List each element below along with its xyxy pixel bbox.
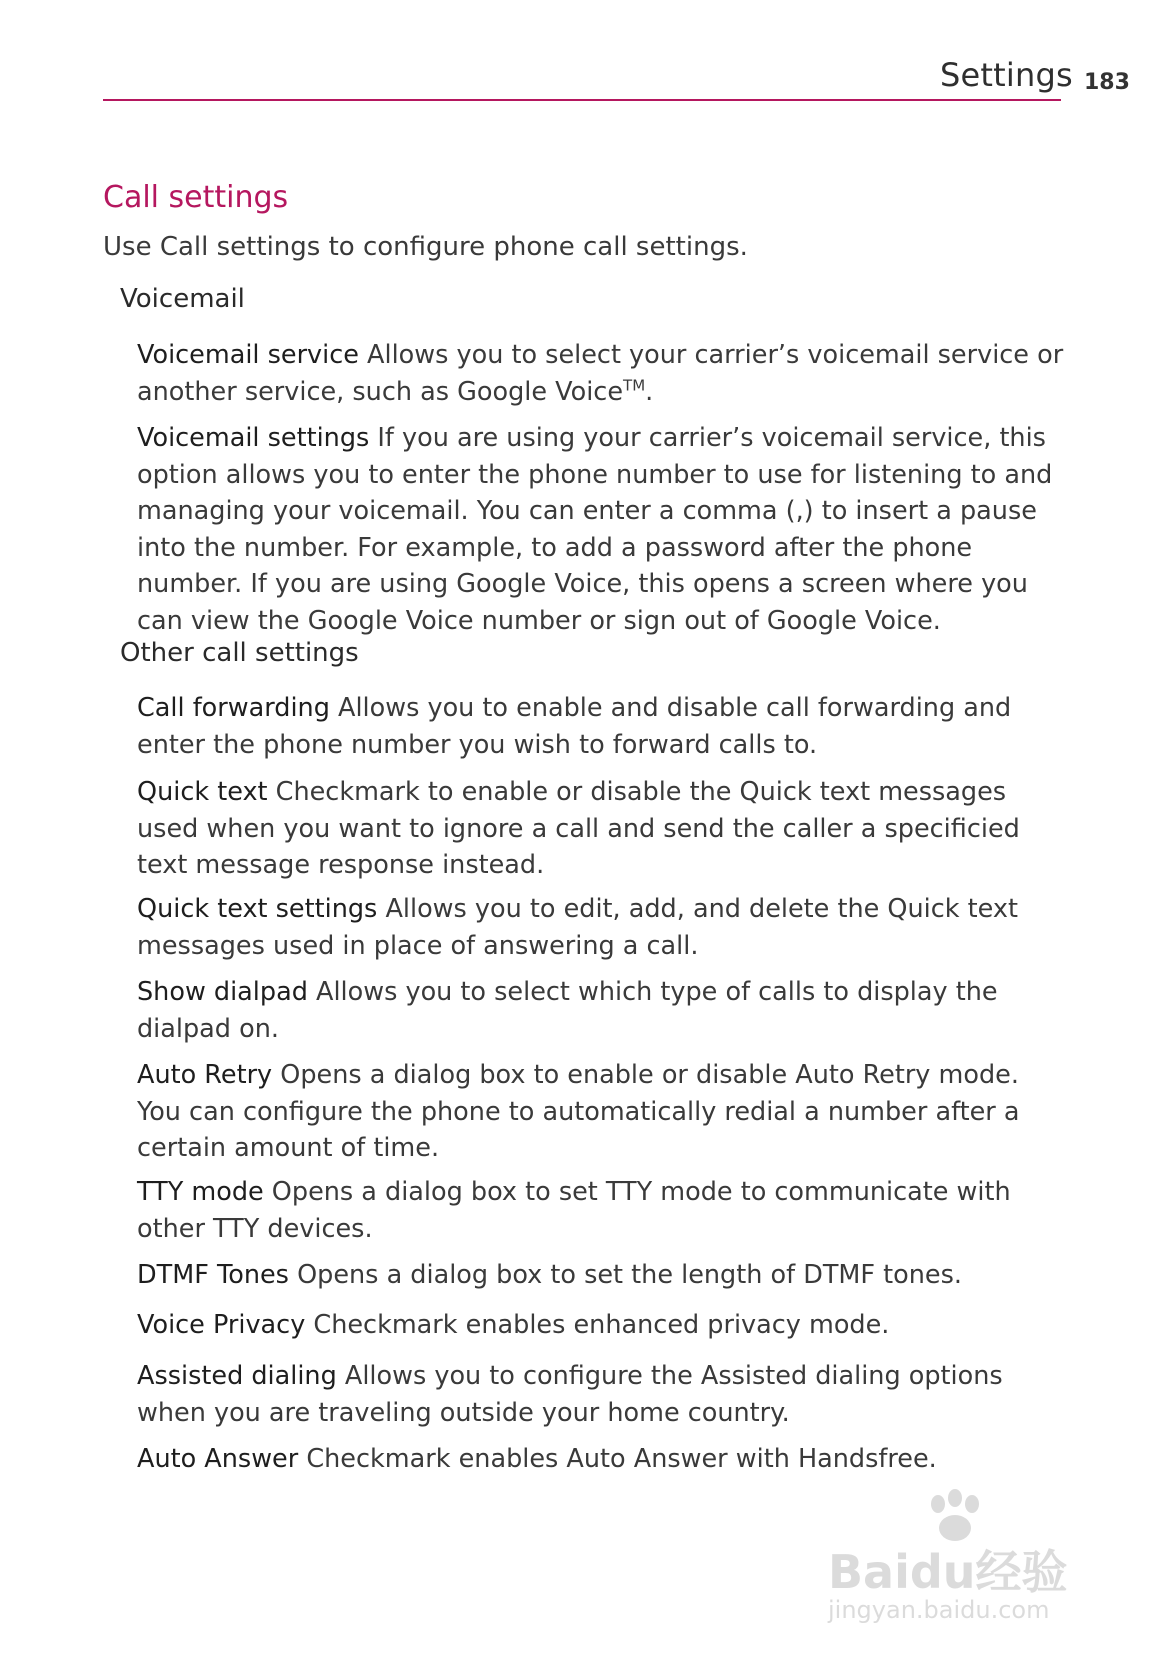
entry-text: Allows you to edit, add, and delete the Quick text messages used in place of answering a call. <box>137 894 1018 961</box>
entry-text: Checkmark enables enhanced privacy mode. <box>305 1310 890 1340</box>
entry-term: DTMF Tones <box>137 1260 289 1290</box>
entry-tty-mode <box>137 1174 1067 1247</box>
entry-quick-text-settings <box>137 891 1067 964</box>
entry-text: Opens a dialog box to set TTY mode to communicate with other TTY devices. <box>137 1177 1011 1244</box>
entry-term: Quick text settings <box>137 894 378 924</box>
entry-text: Opens a dialog box to enable or disable Auto Retry mode. You can configure the phone to automatically redial a number after a certain amount of time. <box>137 1060 1020 1163</box>
section-title: Call settings <box>103 180 289 215</box>
entry-text: Allows you to configure the Assisted dialing options when you are traveling outside your home country. <box>137 1361 1003 1428</box>
voicemail-heading: Voicemail <box>120 284 245 314</box>
entry-text: Allows you to select your carrier’s voicemail service or another service, such as Google Voice <box>137 340 1064 407</box>
entry-text: Checkmark enables Auto Answer with Handsfree. <box>298 1444 937 1474</box>
entry-term: Show dialpad <box>137 977 308 1007</box>
entry-text: Checkmark to enable or disable the Quick text messages used when you want to ignore a call and send the caller a specificied text message response instead. <box>137 777 1020 880</box>
entry-term: Voicemail settings <box>137 423 370 453</box>
entry-voicemail-service <box>137 337 1067 410</box>
entry-auto-retry <box>137 1057 1067 1167</box>
entry-text: Allows you to enable and disable call forwarding and enter the phone number you wish to forward calls to. <box>137 693 1012 760</box>
entry-term: Voice Privacy <box>137 1310 306 1340</box>
entry-auto-answer <box>137 1441 1067 1478</box>
page-header-title: Settings <box>940 56 1073 94</box>
entry-term: Auto Retry <box>137 1060 273 1090</box>
entry-voicemail-settings <box>137 420 1067 639</box>
entry-text: Opens a dialog box to set the length of DTMF tones. <box>288 1260 963 1290</box>
entry-assisted-dialing <box>137 1358 1067 1431</box>
entry-term: Auto Answer <box>137 1444 299 1474</box>
baidu-watermark <box>800 1488 1100 1638</box>
watermark-brand: Baidu经验 <box>828 1545 1068 1599</box>
header-divider <box>103 99 1061 101</box>
entry-term: Quick text <box>137 777 268 807</box>
section-intro: Use Call settings to configure phone call settings. <box>103 232 748 262</box>
entry-voice-privacy <box>137 1307 1067 1344</box>
trademark-mark: TM <box>623 376 646 394</box>
entry-term: Assisted dialing <box>137 1361 337 1391</box>
other-call-settings-heading: Other call settings <box>120 638 359 668</box>
entry-term: Call forwarding <box>137 693 330 723</box>
entry-dtmf-tones <box>137 1257 1067 1294</box>
entry-term: Voicemail service <box>137 340 359 370</box>
entry-text: If you are using your carrier’s voicemail service, this option allows you to enter the phone number to use for listening to and managing your voicemail. You can enter a comma (,) to insert a pause into the number. For example, to add a password after the phone number. If you are using Google Voice, this opens a screen where you can view the Google Voice number or sign out of Google Voice. <box>137 423 1053 636</box>
watermark-url: jingyan.baidu.com <box>828 1596 1050 1624</box>
entry-term: TTY mode <box>137 1177 264 1207</box>
entry-quick-text <box>137 774 1067 884</box>
entry-text: Allows you to select which type of calls to display the dialpad on. <box>137 977 998 1044</box>
entry-tail: . <box>645 376 654 407</box>
entry-call-forwarding <box>137 690 1067 763</box>
entry-show-dialpad <box>137 974 1067 1047</box>
page-number: 183 <box>1084 70 1130 95</box>
